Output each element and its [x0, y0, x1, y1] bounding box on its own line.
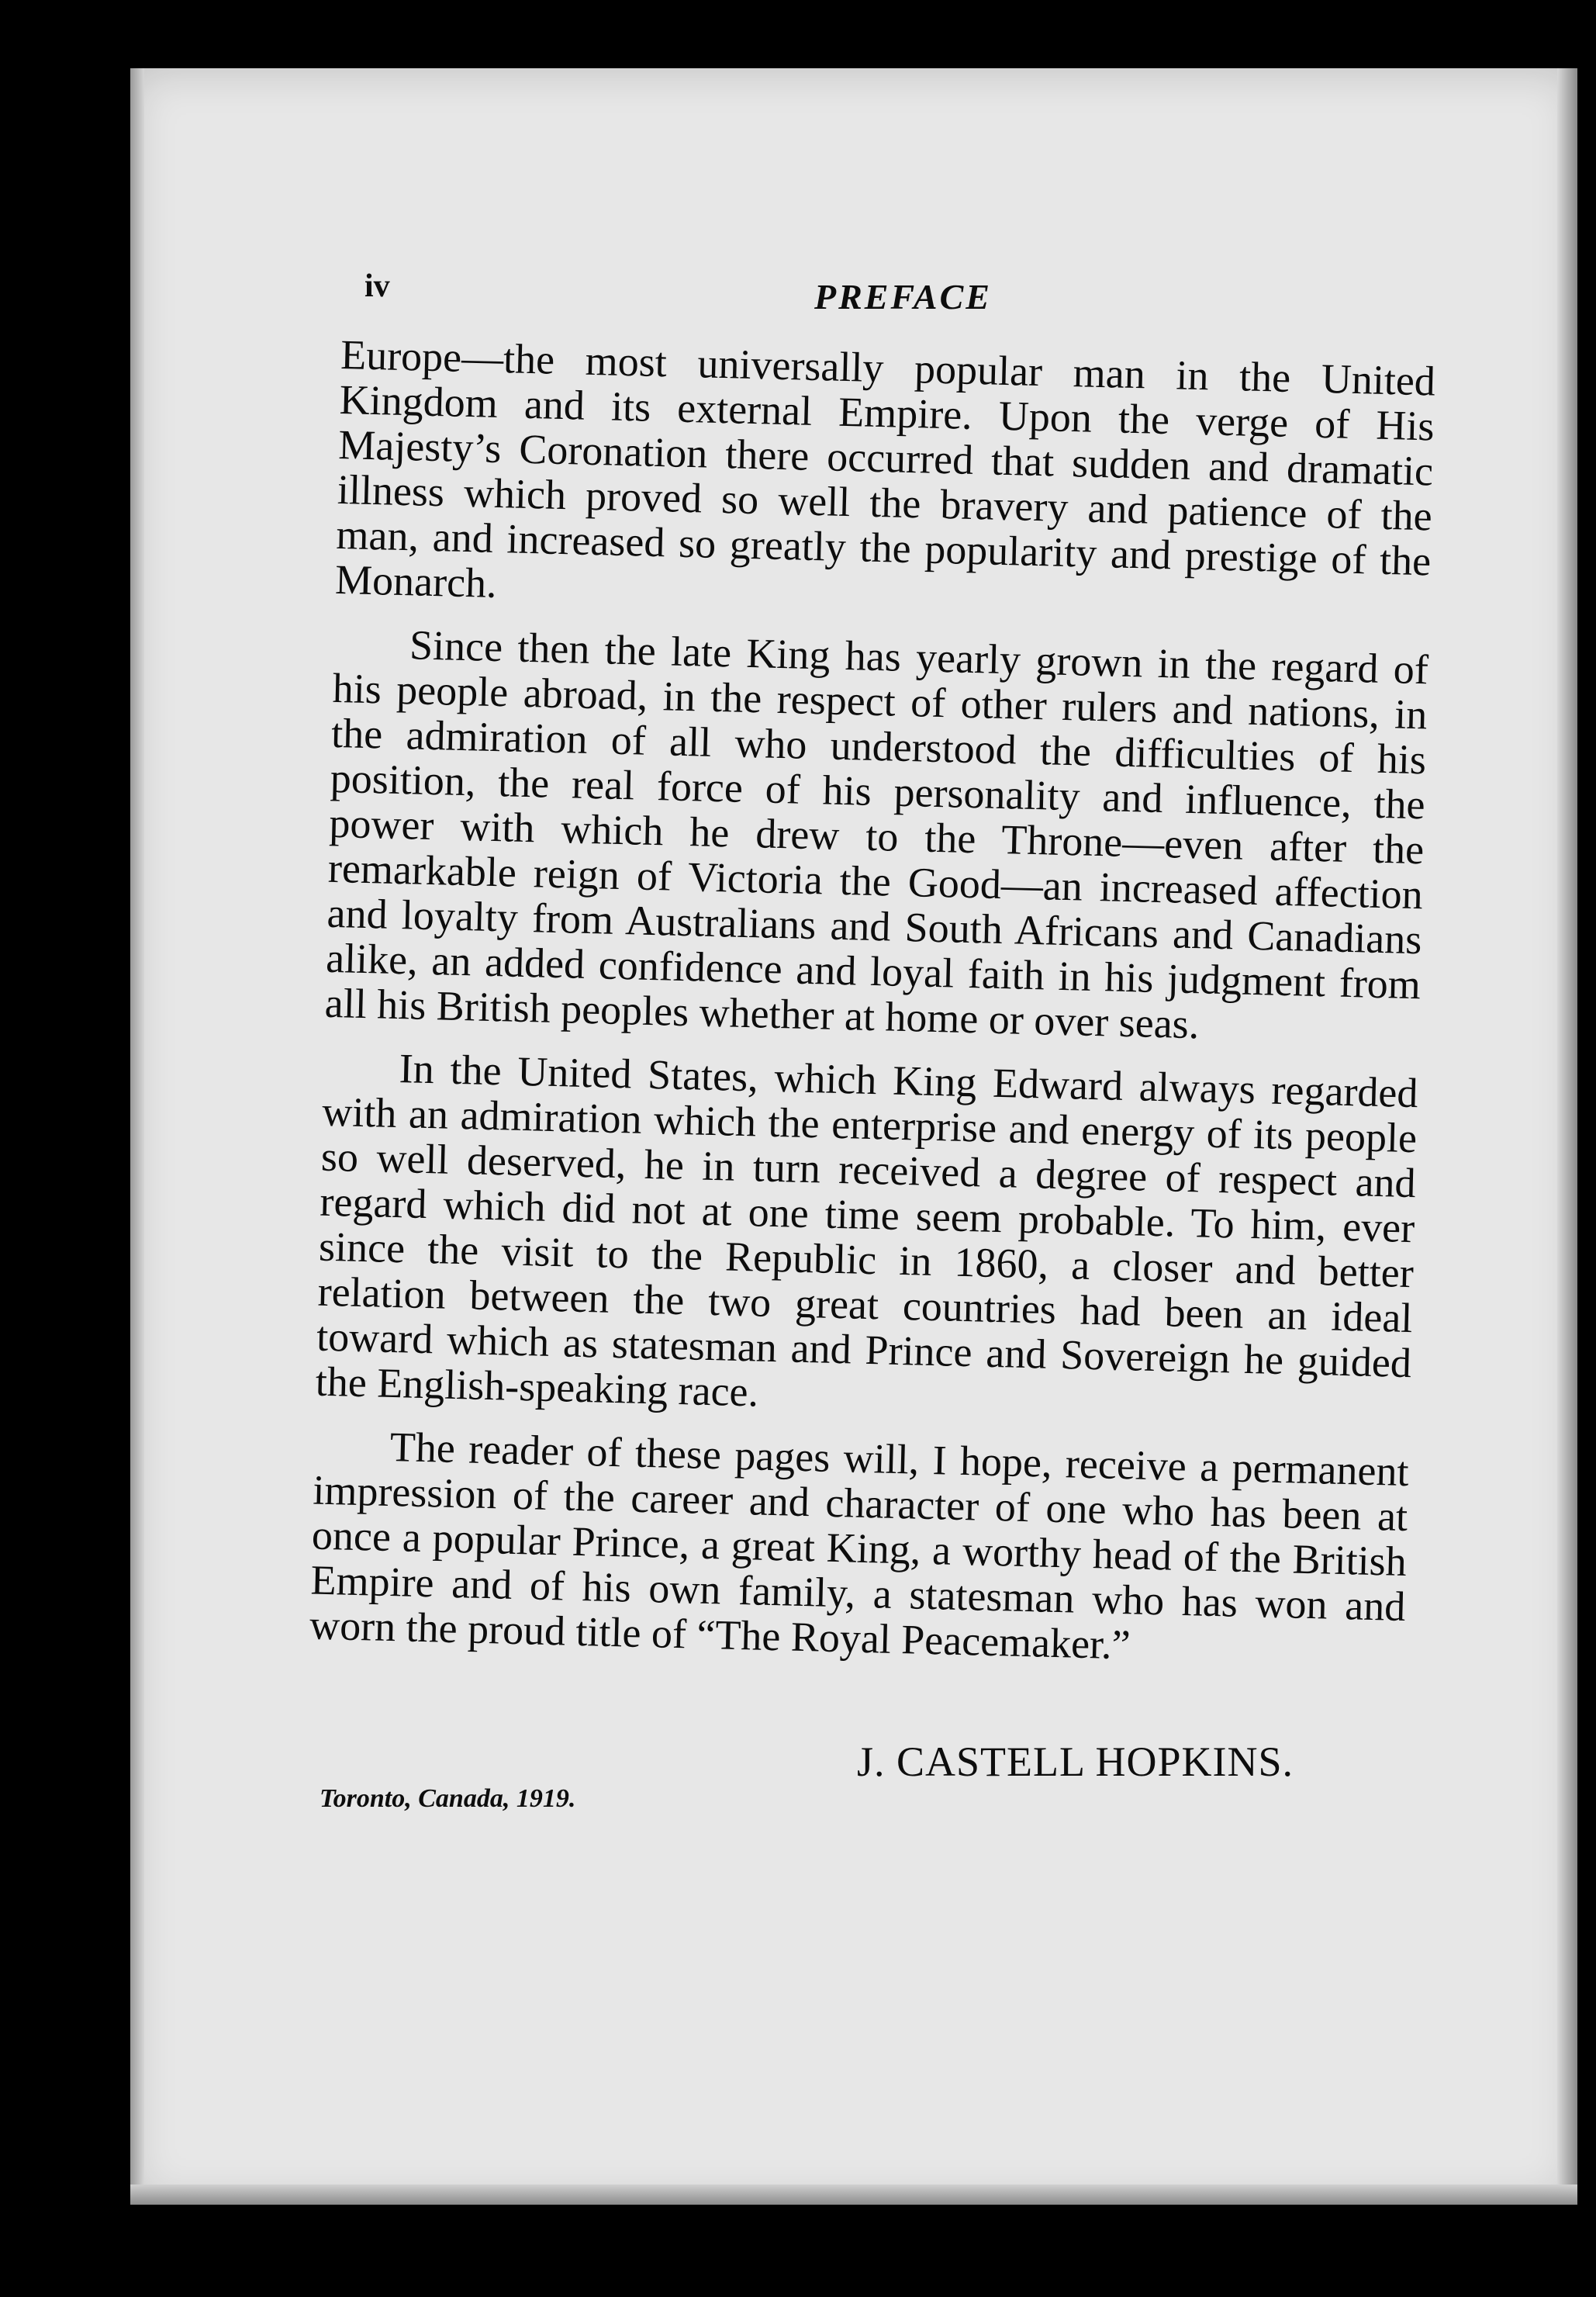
body-text: [309, 332, 1436, 1674]
paragraph-4: The reader of these pages will, I hope, receive a permanent impression of the career and character of one who has been at once a popular Prince, a great King, a worthy head of the British Empire and of his own family, a statesman who has won and worn the proud title of “The Royal Peacemaker.”: [309, 1423, 1410, 1669]
page-right-edge: [1557, 68, 1577, 2205]
running-head: PREFACE: [814, 277, 992, 317]
paragraph-1: Europe—the most universally popular man in the United Kingdom and its external Empire. Upon the verge of His Majesty’s Coronation there occurred that sudden and dramatic illness which proved so well the bravery and patience of the man, and increased so greatly the popularity and prestige of the Monarch.: [334, 331, 1436, 607]
author-signature: J. CASTELL HOPKINS.: [857, 1738, 1294, 1785]
paragraph-2: Since then the late King has yearly grown in the regard of his people abroad, in the respect of other rulers and nations, in the admiration of all who understood the difficulties of his position, the real force of his personality and influence, the power with which he drew to the Throne—even after the remarkable reign of Victoria the Good—an increased affection and loyalty from Australians and South Africans and Canadians alike, an added confidence and loyal faith in his judgment from all his British peoples whether at home or over seas.: [324, 621, 1429, 1048]
page-bottom-edge: [130, 2185, 1577, 2205]
paragraph-3: In the United States, which King Edward always regarded with an admiration which the enterprise and energy of its people so well deserved, he in turn received a degree of respect and regard which did not at one time seem probable. To him, ever since the visit to the Republic in 1860, a closer and better relation between the two great countries had been an ideal toward which as statesman and Prince and Sovereign he guided the English-speaking race.: [315, 1045, 1419, 1416]
place-date: Toronto, Canada, 1919.: [320, 1784, 576, 1813]
page-left-edge: [130, 68, 144, 2205]
page-number: iv: [364, 268, 390, 304]
